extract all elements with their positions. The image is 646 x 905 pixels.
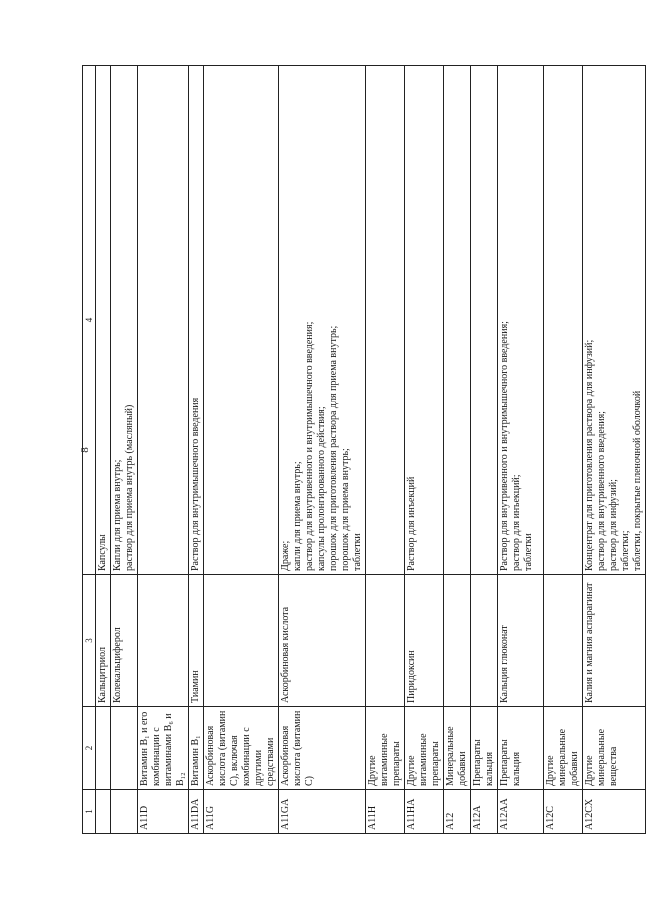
dosage-form-line: таблетки, покрытые пленочной оболочкой: [632, 390, 643, 571]
dosage-form-line: Раствор для внутримышечного введения: [190, 397, 201, 571]
anatomical-group-cell: Минеральные добавки: [444, 707, 471, 790]
dosage-form-line: таблетки: [352, 533, 363, 571]
dosage-forms-cell: [405, 66, 444, 575]
anatomical-group-cell: Другие минеральные вещества: [583, 707, 646, 790]
drug-name-cell: [138, 575, 189, 707]
anatomical-group-cell: Препараты кальция: [471, 707, 498, 790]
anatomical-group-cell: Другие витаминные препараты: [366, 707, 405, 790]
atc-code-cell: A12: [444, 790, 471, 834]
column-number: 3: [83, 575, 96, 707]
anatomical-group-cell: [96, 707, 111, 790]
dosage-forms-cell: [444, 66, 471, 575]
dosage-forms-cell: [366, 66, 405, 575]
column-number: 2: [83, 707, 96, 790]
page-number: 8: [78, 447, 91, 453]
dosage-form-line: раствор для инъекций;: [511, 474, 522, 571]
drug-name-cell: Тиамин: [189, 575, 204, 707]
dosage-form-line: Раствор для внутривенного и внутримышечного введения;: [499, 321, 510, 571]
table-row: [138, 66, 189, 834]
atc-code-cell: A12A: [471, 790, 498, 834]
anatomical-group-cell: Другие минеральные добавки: [544, 707, 583, 790]
anatomical-group-cell: [111, 707, 138, 790]
table-row: [405, 66, 444, 834]
dosage-form-line: Концентрат для приготовления раствора для инфузий;: [584, 339, 595, 571]
dosage-form-line: капсулы пролонгированного действия;: [316, 406, 327, 571]
drug-name-cell: Пиридоксин: [405, 575, 444, 707]
dosage-forms-cell: [111, 66, 138, 575]
table-body: [96, 66, 646, 834]
dosage-form-line: Раствор для инъекций: [406, 476, 417, 571]
atc-code-cell: [111, 790, 138, 834]
table-row: [111, 66, 138, 834]
dosage-form-line: таблетки;: [620, 530, 631, 571]
column-number-row: [83, 66, 96, 834]
dosage-form-line: Капсулы: [97, 534, 108, 571]
column-number: 1: [83, 790, 96, 834]
table-row: [204, 66, 279, 834]
dosage-forms-cell: [279, 66, 366, 575]
dosage-forms-cell: [583, 66, 646, 575]
dosage-forms-cell: [189, 66, 204, 575]
drug-table: [82, 65, 646, 834]
table-row: [96, 66, 111, 834]
drug-name-cell: [444, 575, 471, 707]
dosage-forms-cell: [204, 66, 279, 575]
drug-name-cell: Аскорбиновая кислота: [279, 575, 366, 707]
dosage-forms-cell: [96, 66, 111, 575]
dosage-form-line: Драже;: [280, 540, 291, 571]
table-row: [366, 66, 405, 834]
atc-code-cell: A12AA: [498, 790, 544, 834]
anatomical-group-cell: Препараты кальция: [498, 707, 544, 790]
dosage-forms-cell: [498, 66, 544, 575]
dosage-form-line: капли для приема внутрь;: [292, 461, 303, 571]
drug-name-cell: [204, 575, 279, 707]
dosage-form-line: раствор для приема внутрь (масляный): [124, 404, 135, 571]
atc-code-cell: A12C: [544, 790, 583, 834]
column-number: 4: [83, 66, 96, 575]
anatomical-group-cell: Витамин B₁: [189, 707, 204, 790]
dosage-form-line: таблетки: [523, 533, 534, 571]
dosage-form-line: порошок для приготовления раствора для приема внутрь;: [328, 325, 339, 571]
drug-name-cell: [366, 575, 405, 707]
atc-code-cell: A11HA: [405, 790, 444, 834]
table-row: [583, 66, 646, 834]
anatomical-group-cell: Другие витаминные препараты: [405, 707, 444, 790]
atc-code-cell: A12CX: [583, 790, 646, 834]
anatomical-group-cell: Аскорбиновая кислота (витамин C), включая комбинации с другими средствами: [204, 707, 279, 790]
dosage-forms-cell: [544, 66, 583, 575]
atc-code-cell: A11H: [366, 790, 405, 834]
anatomical-group-cell: Аскорбиновая кислота (витамин C): [279, 707, 366, 790]
dosage-form-line: порошок для приема внутрь;: [340, 448, 351, 571]
atc-code-cell: A11GA: [279, 790, 366, 834]
drug-name-cell: [544, 575, 583, 707]
table-row: [189, 66, 204, 834]
table-row: [444, 66, 471, 834]
drug-name-cell: [471, 575, 498, 707]
atc-code-cell: A11DA: [189, 790, 204, 834]
atc-code-cell: A11G: [204, 790, 279, 834]
dosage-forms-cell: [471, 66, 498, 575]
drug-name-cell: Калия и магния аспарагинат: [583, 575, 646, 707]
rotated-table-wrapper: [82, 66, 643, 834]
dosage-form-line: раствор для внутривенного введения;: [596, 411, 607, 571]
dosage-form-line: раствор для инфузий;: [608, 479, 619, 571]
dosage-form-line: Капли для приема внутрь;: [112, 459, 123, 571]
dosage-form-line: раствор для внутривенного и внутримышечного введения;: [304, 321, 315, 571]
drug-name-cell: Кальцитриол: [96, 575, 111, 707]
dosage-forms-cell: [138, 66, 189, 575]
drug-name-cell: Кальция глюконат: [498, 575, 544, 707]
drug-name-cell: Колекальциферол: [111, 575, 138, 707]
anatomical-group-cell: Витамин B₁ и его комбинации с витаминами B₆ и B₁₂: [138, 707, 189, 790]
table-row: [471, 66, 498, 834]
table-row: [544, 66, 583, 834]
atc-code-cell: A11D: [138, 790, 189, 834]
atc-code-cell: [96, 790, 111, 834]
table-row: [279, 66, 366, 834]
table-row: [498, 66, 544, 834]
